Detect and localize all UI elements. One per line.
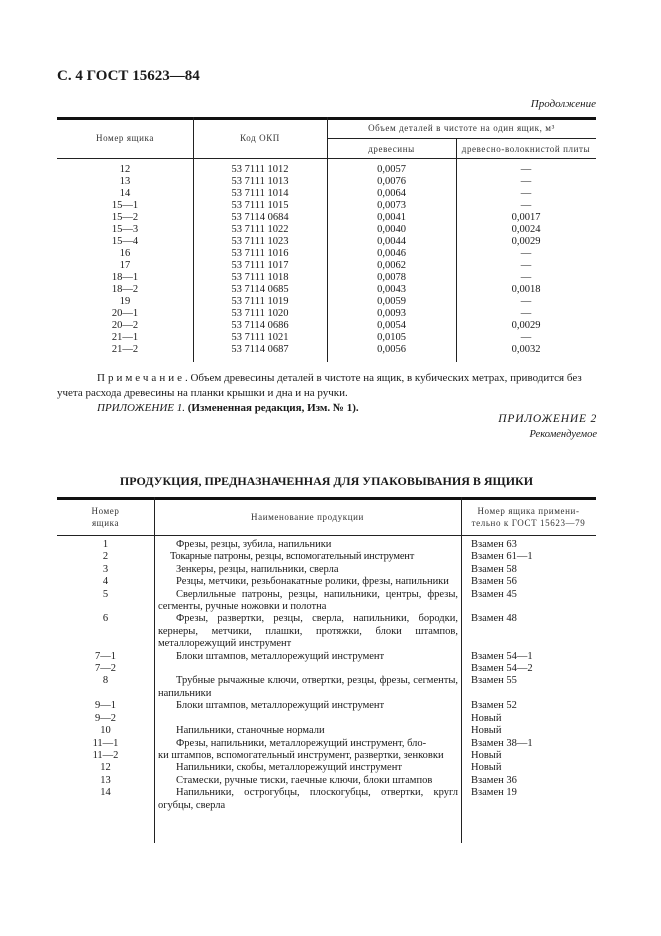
cell-wood: 0,0056: [377, 344, 406, 355]
cell-name: Блоки штампов, металлорежущий инструмент: [176, 700, 385, 712]
table-row: [57, 787, 596, 812]
cell-replacement: Взамен 52: [471, 700, 517, 712]
cell-replacement: Взамен 56: [471, 576, 517, 588]
cell-code: 53 7111 1018: [231, 272, 289, 283]
cell-num: 1: [102, 539, 109, 550]
cell-num: 8: [102, 675, 109, 687]
cell-replacement: Взамен 19: [471, 787, 517, 799]
table-row: [57, 176, 596, 188]
cell-name: Зенкеры, резцы, напильники, сверла: [176, 563, 339, 575]
cell-num: 3: [102, 563, 109, 575]
cell-num: 2: [102, 551, 109, 563]
cell-code: 53 7111 1013: [231, 176, 289, 187]
cell-num: 20—1: [111, 308, 139, 319]
cell-replacement: Взамен 36: [471, 774, 517, 786]
cell-wood: 0,0044: [377, 236, 406, 247]
appendix2-status: Рекомендуемое: [529, 429, 597, 440]
cell-fiber: 0,0024: [511, 224, 541, 235]
table-row: [57, 320, 596, 332]
cell-num: 20—2: [111, 320, 139, 331]
products-table: [57, 497, 596, 843]
table-row: [57, 164, 596, 176]
cell-wood: 0,0046: [377, 248, 406, 259]
cell-replacement: Взамен 38—1: [471, 737, 533, 749]
cell-wood: 0,0054: [377, 320, 406, 331]
table-row: [57, 613, 596, 650]
cell-name: Токарные патроны, резцы, вспомогательный инструмент: [170, 551, 415, 563]
cell-num: 21—1: [111, 332, 139, 343]
cell-wood: 0,0062: [377, 260, 406, 271]
cell-code: 53 7114 0687: [231, 344, 289, 355]
cell-name: [154, 713, 461, 725]
table-row: [57, 762, 596, 774]
cell-num: 15—4: [111, 236, 139, 247]
cell-replacement: Новый: [471, 712, 502, 724]
table-row: [57, 260, 596, 272]
cell-name: Резцы, метчики, резьбонакатные ролики, фрезы, напильники: [176, 576, 449, 588]
cell-wood: 0,0105: [377, 332, 406, 343]
cell-num: 14: [100, 787, 111, 799]
cell-code: 53 7111 1020: [231, 308, 289, 319]
cell-num: 15—3: [111, 224, 139, 235]
table-body: [57, 539, 596, 812]
cell-num: 12: [100, 762, 111, 774]
cell-replacement: Взамен 63: [471, 539, 517, 550]
cell-name: Напильники, станочные нормали: [176, 725, 325, 737]
header-bottom-border: [57, 535, 596, 536]
table-row: [57, 296, 596, 308]
cell-replacement: Взамен 55: [471, 675, 517, 687]
table-row: [57, 248, 596, 260]
header-line: Номер: [91, 506, 120, 516]
header-line: Номер ящика примени-: [477, 506, 580, 516]
cell-num: 19: [119, 296, 131, 307]
table-row: [57, 700, 596, 712]
cell-name: Напильники, скобы, металлорежущий инструмент: [176, 762, 402, 774]
table-row: [57, 332, 596, 344]
cell-wood: 0,0057: [377, 164, 406, 175]
cell-code: 53 7111 1017: [231, 260, 289, 271]
table-row: [57, 750, 596, 762]
table-row: [57, 713, 596, 725]
table-note: [57, 371, 597, 416]
table-row: [57, 675, 596, 700]
cell-name: Фрезы, резцы, зубила, напильники: [176, 539, 332, 550]
cell-code: 53 7111 1014: [231, 188, 289, 199]
cell-num: 13: [119, 176, 131, 187]
cell-fiber: —: [520, 248, 532, 259]
table-row: [57, 564, 596, 576]
okp-volume-table: [57, 117, 596, 362]
header-wood: древесины: [368, 144, 415, 154]
cell-code: 53 7114 0686: [231, 320, 289, 331]
cell-num: 7—2: [95, 663, 116, 675]
cell-code: 53 7111 1022: [231, 224, 289, 235]
table-body: [57, 164, 596, 356]
cell-name: ки штампов, вспомогательный инструмент, развертки, зенковки: [158, 749, 444, 761]
cell-num: 9—2: [95, 712, 116, 724]
cell-code: 53 7111 1021: [231, 332, 289, 343]
cell-name: [154, 663, 461, 675]
header-bottom-border: [57, 158, 596, 159]
cell-fiber: —: [520, 272, 532, 283]
cell-num: 5: [102, 588, 109, 600]
table-row: [57, 725, 596, 737]
cell-name: Фрезы, напильники, металлорежущий инструмент, бло-: [176, 737, 427, 749]
cell-replacement: Взамен 61—1: [471, 551, 533, 563]
header-line: тельно к ГОСТ 15623—79: [471, 518, 586, 528]
cell-name: Сверлильные патроны, резцы, напильники, центры, фрезы, сегменты, ручные ножовки и полотна: [158, 588, 458, 613]
header-replacement: [461, 505, 596, 529]
cell-num: 14: [119, 188, 131, 199]
cell-name: Трубные рычажные ключи, отвертки, резцы, фрезы, сегменты, напильники: [158, 675, 458, 699]
cell-num: 15—1: [111, 200, 139, 211]
cell-wood: 0,0078: [377, 272, 406, 283]
table-row: [57, 224, 596, 236]
cell-num: 16: [119, 248, 131, 259]
cell-name: Фрезы, развертки, резцы, сверла, напильники, бородки, кернеры, метчики, плашки, протяжки, блоки штампов, металлорежущий инструмент: [158, 613, 458, 650]
appendix1-ref: ПРИЛОЖЕНИЕ 1.: [97, 402, 185, 414]
table-row: [57, 775, 596, 787]
cell-code: 53 7114 0685: [231, 284, 289, 295]
table-row: [57, 589, 596, 614]
table-row: [57, 651, 596, 663]
cell-fiber: —: [520, 164, 532, 175]
cell-fiber: 0,0029: [511, 236, 541, 247]
cell-fiber: —: [520, 260, 532, 271]
table-row: [57, 236, 596, 248]
cell-num: 17: [119, 260, 131, 271]
cell-num: 4: [102, 576, 109, 588]
cell-num: 12: [119, 164, 131, 175]
header-line: ящика: [91, 518, 120, 528]
subheader-divider: [327, 138, 596, 139]
cell-wood: 0,0059: [377, 296, 406, 307]
table-row: [57, 200, 596, 212]
table-row: [57, 344, 596, 356]
cell-name: Стамески, ручные тиски, гаечные ключи, блоки штампов: [176, 774, 433, 786]
cell-fiber: 0,0018: [511, 284, 541, 295]
note-label: Примечание: [97, 372, 185, 384]
header-fiberboard: древесно-волокнистой плиты: [461, 144, 591, 154]
cell-replacement: Взамен 58: [471, 563, 517, 575]
cell-num: 18—1: [111, 272, 139, 283]
cell-wood: 0,0064: [377, 188, 406, 199]
continuation-label: Продолжение: [530, 98, 596, 110]
table-row: [57, 284, 596, 296]
cell-replacement: Взамен 48: [471, 613, 517, 625]
revision-note: (Измененная редакция, Изм. № 1).: [187, 402, 359, 414]
header-product-name: Наименование продукции: [251, 512, 364, 522]
cell-num: 10: [100, 725, 111, 737]
cell-fiber: 0,0029: [511, 320, 541, 331]
cell-wood: 0,0041: [377, 212, 406, 223]
cell-name: Блоки штампов, металлорежущий инструмент: [176, 650, 385, 662]
cell-fiber: 0,0017: [511, 212, 541, 223]
table-row: [57, 539, 596, 551]
table-row: [57, 272, 596, 284]
cell-name: Напильники, острогубцы, плоскогубцы, отвертки, кругл огубцы, сверла: [158, 787, 458, 811]
cell-num: 13: [100, 774, 111, 786]
table-row: [57, 212, 596, 224]
appendix2-label: ПРИЛОЖЕНИЕ 2: [498, 413, 597, 425]
cell-replacement: Новый: [471, 725, 502, 737]
table-row: [57, 188, 596, 200]
cell-fiber: —: [520, 176, 532, 187]
cell-wood: 0,0043: [377, 284, 406, 295]
cell-fiber: —: [520, 296, 532, 307]
note-text: . Объем древесины деталей в чистоте на ящик, в кубических метрах, приводится без учета расхода древесины на планки крышки и дна и на ручки.: [57, 372, 582, 399]
cell-code: 53 7111 1016: [231, 248, 289, 259]
cell-fiber: —: [520, 200, 532, 211]
cell-num: 9—1: [95, 700, 116, 712]
cell-fiber: —: [520, 188, 532, 199]
cell-replacement: Новый: [471, 762, 502, 774]
table-row: [57, 738, 596, 750]
cell-num: 6: [102, 613, 109, 625]
cell-num: 7—1: [95, 650, 116, 662]
cell-num: 11—2: [92, 749, 119, 761]
cell-code: 53 7111 1015: [231, 200, 289, 211]
cell-code: 53 7111 1019: [231, 296, 289, 307]
page-header: С. 4 ГОСТ 15623—84: [57, 68, 200, 84]
cell-wood: 0,0076: [377, 176, 406, 187]
cell-wood: 0,0093: [377, 308, 406, 319]
appendix2-title: ПРОДУКЦИЯ, ПРЕДНАЗНАЧЕННАЯ ДЛЯ УПАКОВЫВАНИЯ В ЯЩИКИ: [119, 474, 534, 488]
cell-wood: 0,0073: [377, 200, 406, 211]
header-box-number: Номер ящика: [96, 133, 154, 143]
cell-fiber: 0,0032: [511, 344, 541, 355]
cell-fiber: —: [520, 332, 532, 343]
cell-replacement: Новый: [471, 749, 502, 761]
cell-num: 11—1: [92, 737, 119, 749]
table-row: [57, 551, 596, 563]
table-row: [57, 663, 596, 675]
header-okp-code: Код ОКП: [240, 133, 280, 143]
cell-replacement: Взамен 45: [471, 588, 517, 600]
cell-code: 53 7114 0684: [231, 212, 289, 223]
cell-fiber: —: [520, 308, 532, 319]
table-row: [57, 308, 596, 320]
header-box-number: [57, 505, 154, 529]
cell-replacement: Взамен 54—2: [471, 663, 533, 675]
table-top-border: [57, 497, 596, 500]
cell-code: 53 7111 1012: [231, 164, 289, 175]
header-volume-group: Объем деталей в чистоте на один ящик, м³: [368, 123, 555, 133]
table-row: [57, 576, 596, 588]
cell-replacement: Взамен 54—1: [471, 650, 533, 662]
cell-num: 15—2: [111, 212, 139, 223]
cell-num: 21—2: [111, 344, 139, 355]
cell-wood: 0,0040: [377, 224, 406, 235]
cell-code: 53 7111 1023: [231, 236, 289, 247]
cell-num: 18—2: [111, 284, 139, 295]
